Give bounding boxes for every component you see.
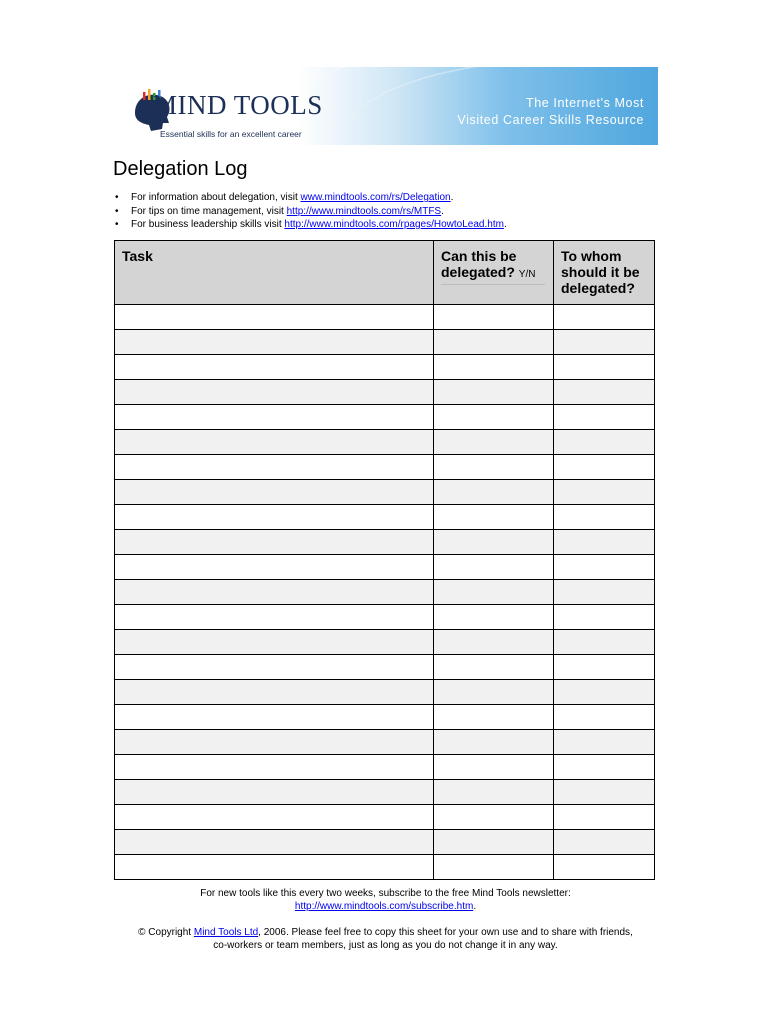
to-whom-cell[interactable] [554, 830, 655, 855]
copyright-prefix: © Copyright [138, 927, 194, 938]
can-delegate-cell[interactable] [434, 680, 554, 705]
can-delegate-cell[interactable] [434, 480, 554, 505]
can-delegate-cell[interactable] [434, 580, 554, 605]
can-delegate-cell[interactable] [434, 355, 554, 380]
list-item [113, 218, 507, 232]
to-whom-cell[interactable] [554, 380, 655, 405]
can-delegate-cell[interactable] [434, 605, 554, 630]
table-row [115, 505, 655, 530]
table-row [115, 480, 655, 505]
table-row [115, 705, 655, 730]
info-bullet-list [113, 191, 507, 232]
can-delegate-cell[interactable] [434, 805, 554, 830]
brand-tagline: Essential skills for an excellent career [160, 129, 302, 139]
table-row [115, 780, 655, 805]
copyright-footer [113, 926, 658, 952]
header-sublabel: Y/N [518, 269, 536, 280]
table-row [115, 855, 655, 880]
can-delegate-cell[interactable] [434, 430, 554, 455]
bullet-punct: . [503, 219, 507, 230]
table-row [115, 830, 655, 855]
table-row [115, 630, 655, 655]
task-cell[interactable] [115, 580, 434, 605]
to-whom-cell[interactable] [554, 455, 655, 480]
task-cell[interactable] [115, 480, 434, 505]
brand-name: MIND TOOLS [153, 90, 323, 120]
to-whom-cell[interactable] [554, 655, 655, 680]
table-row [115, 355, 655, 380]
to-whom-cell[interactable] [554, 305, 655, 330]
column-header-task [115, 241, 434, 305]
table-row [115, 605, 655, 630]
table-row [115, 455, 655, 480]
table-row [115, 555, 655, 580]
leadership-link[interactable]: http://www.mindtools.com/rpages/HowtoLead.htm [284, 219, 504, 230]
table-row [115, 530, 655, 555]
footer-punct: . [473, 901, 477, 912]
bullet-text: For tips on time management, visit [131, 205, 287, 217]
to-whom-cell[interactable] [554, 530, 655, 555]
task-cell[interactable] [115, 380, 434, 405]
header-label: Task [122, 248, 153, 264]
banner-slogan [457, 95, 644, 129]
task-cell[interactable] [115, 755, 434, 780]
task-cell[interactable] [115, 705, 434, 730]
bullet-text: For information about delegation, visit [131, 192, 301, 203]
can-delegate-cell[interactable] [434, 730, 554, 755]
task-cell[interactable] [115, 330, 434, 355]
to-whom-cell[interactable] [554, 855, 655, 880]
to-whom-cell[interactable] [554, 630, 655, 655]
copyright-text: , 2006. Please feel free to copy this sheet for your own use and to share with friends, [258, 927, 633, 938]
copyright-line [113, 926, 658, 939]
task-cell[interactable] [115, 805, 434, 830]
task-cell[interactable] [115, 655, 434, 680]
task-cell[interactable] [115, 830, 434, 855]
task-cell[interactable] [115, 855, 434, 880]
bullet-punct: . [450, 192, 454, 203]
task-cell[interactable] [115, 730, 434, 755]
table-row [115, 655, 655, 680]
task-cell[interactable] [115, 555, 434, 580]
to-whom-cell[interactable] [554, 480, 655, 505]
task-cell[interactable] [115, 305, 434, 330]
table-row [115, 755, 655, 780]
copyright-line-2: co-workers or team members, just as long as you do not change it in any way. [213, 940, 558, 951]
task-cell[interactable] [115, 455, 434, 480]
to-whom-cell[interactable] [554, 430, 655, 455]
can-delegate-cell[interactable] [434, 455, 554, 480]
table-row [115, 580, 655, 605]
can-delegate-cell[interactable] [434, 830, 554, 855]
task-cell[interactable] [115, 780, 434, 805]
to-whom-cell[interactable] [554, 755, 655, 780]
can-delegate-cell[interactable] [434, 380, 554, 405]
to-whom-cell[interactable] [554, 555, 655, 580]
table-row [115, 405, 655, 430]
task-cell[interactable] [115, 355, 434, 380]
task-cell[interactable] [115, 605, 434, 630]
to-whom-cell[interactable] [554, 505, 655, 530]
to-whom-cell[interactable] [554, 680, 655, 705]
table-row [115, 680, 655, 705]
column-header-to-whom [554, 241, 655, 305]
table-row [115, 430, 655, 455]
can-delegate-cell[interactable] [434, 555, 554, 580]
header-label: Can this be delegated? [441, 248, 517, 280]
page-title: Delegation Log [113, 158, 248, 180]
table-row [115, 305, 655, 330]
can-delegate-cell[interactable] [434, 630, 554, 655]
task-cell[interactable] [115, 505, 434, 530]
table-body [115, 305, 655, 880]
can-delegate-cell[interactable] [434, 405, 554, 430]
can-delegate-cell[interactable] [434, 305, 554, 330]
task-cell[interactable] [115, 430, 434, 455]
header-label: To whom should it be delegated? [561, 248, 640, 296]
slogan-line: Visited Career Skills Resource [457, 113, 644, 127]
to-whom-cell[interactable] [554, 405, 655, 430]
can-delegate-cell[interactable] [434, 330, 554, 355]
header-divider [441, 284, 545, 285]
list-item [113, 205, 507, 219]
to-whom-cell[interactable] [554, 730, 655, 755]
task-cell[interactable] [115, 405, 434, 430]
to-whom-cell[interactable] [554, 605, 655, 630]
table-row [115, 730, 655, 755]
can-delegate-cell[interactable] [434, 855, 554, 880]
delegation-link[interactable]: www.mindtools.com/rs/Delegation [300, 192, 451, 203]
to-whom-cell[interactable] [554, 330, 655, 355]
header-banner [113, 67, 658, 145]
to-whom-cell[interactable] [554, 355, 655, 380]
bullet-punct: . [441, 205, 444, 217]
list-item [113, 191, 507, 205]
table-row [115, 330, 655, 355]
to-whom-cell[interactable] [554, 705, 655, 730]
can-delegate-cell[interactable] [434, 505, 554, 530]
task-cell[interactable] [115, 630, 434, 655]
can-delegate-cell[interactable] [434, 780, 554, 805]
to-whom-cell[interactable] [554, 805, 655, 830]
bullet-text: For business leadership skills visit [131, 219, 285, 230]
slogan-line: The Internet's Most [526, 96, 644, 110]
subscribe-link[interactable]: http://www.mindtools.com/subscribe.htm [294, 901, 474, 912]
to-whom-cell[interactable] [554, 580, 655, 605]
to-whom-cell[interactable] [554, 780, 655, 805]
can-delegate-cell[interactable] [434, 755, 554, 780]
newsletter-text: For new tools like this every two weeks, subscribe to the free Mind Tools newsletter: [200, 888, 571, 899]
can-delegate-cell[interactable] [434, 705, 554, 730]
delegation-log-table [114, 240, 655, 880]
task-cell[interactable] [115, 680, 434, 705]
table-row [115, 380, 655, 405]
table-row [115, 805, 655, 830]
newsletter-footer [113, 887, 658, 913]
table-header-row [115, 241, 655, 305]
time-management-link[interactable]: http://www.mindtools.com/rs/MTFS [286, 205, 442, 217]
newsletter-line [113, 900, 658, 913]
can-delegate-cell[interactable] [434, 655, 554, 680]
mind-tools-ltd-link[interactable]: Mind Tools Ltd [193, 927, 259, 938]
column-header-can-delegate [434, 241, 554, 305]
can-delegate-cell[interactable] [434, 530, 554, 555]
task-cell[interactable] [115, 530, 434, 555]
